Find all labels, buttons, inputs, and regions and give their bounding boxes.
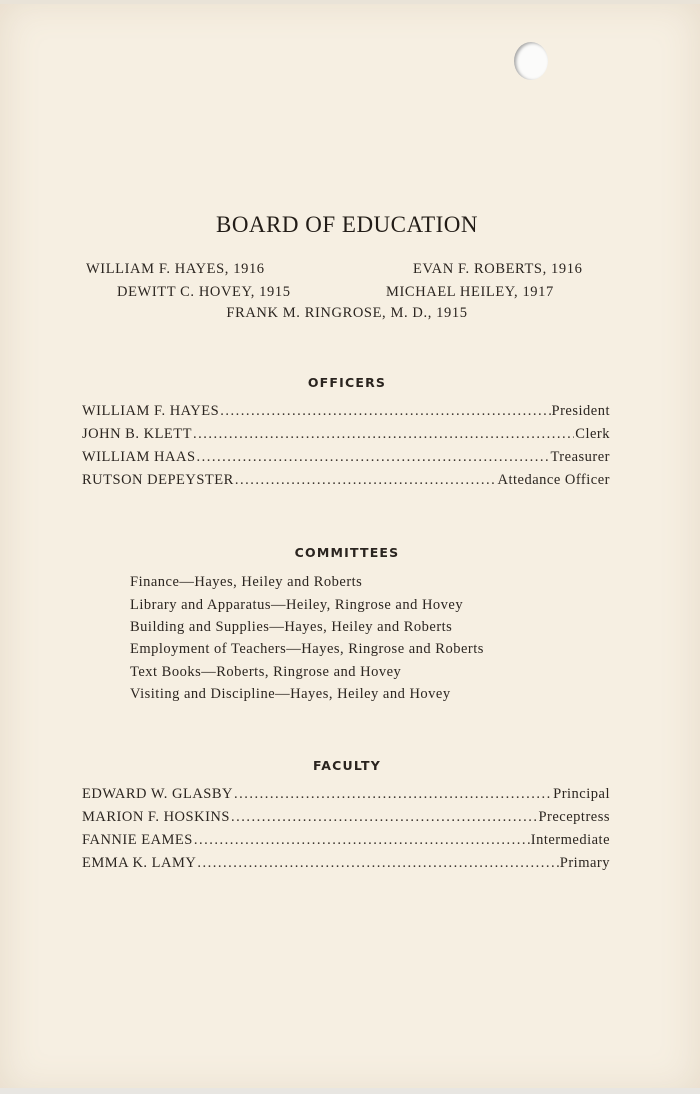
officers-heading: OFFICERS [307, 375, 387, 390]
faculty-name: MARION F. HOSKINS [82, 809, 230, 825]
dot-leader [235, 472, 497, 489]
dot-leader [231, 809, 538, 826]
officer-row [82, 426, 610, 448]
committee-item: Visiting and Discipline—Hayes, Heiley and Hovey [130, 686, 451, 702]
faculty-name: EDWARD W. GLASBY [82, 786, 233, 802]
faculty-name: FANNIE EAMES [82, 832, 193, 848]
officer-name: JOHN B. KLETT [82, 426, 193, 442]
faculty-row [82, 809, 610, 831]
board-member: EVAN F. ROBERTS, 1916 [413, 261, 583, 277]
faculty-name: EMMA K. LAMY [82, 855, 197, 871]
dot-leader [197, 449, 550, 466]
dot-leader [234, 786, 552, 803]
faculty-role: Primary [559, 855, 610, 871]
officer-row [82, 472, 610, 494]
faculty-role: Preceptress [538, 809, 610, 825]
committees-heading: COMMITTEES [294, 545, 400, 560]
board-member: DEWITT C. HOVEY, 1915 [117, 284, 291, 300]
officer-row [82, 403, 610, 425]
officer-row [82, 449, 610, 471]
officer-role: Attedance Officer [497, 472, 610, 488]
punch-hole [514, 42, 548, 80]
committee-item: Employment of Teachers—Hayes, Ringrose and Roberts [130, 641, 484, 657]
committee-item: Finance—Hayes, Heiley and Roberts [130, 574, 363, 590]
board-member: MICHAEL HEILEY, 1917 [386, 284, 554, 300]
officer-role: President [551, 403, 610, 419]
faculty-role: Principal [553, 786, 610, 802]
faculty-heading: FACULTY [313, 758, 381, 773]
committee-item: Building and Supplies—Hayes, Heiley and Roberts [130, 619, 453, 635]
dot-leader [220, 403, 550, 420]
committee-item: Library and Apparatus—Heiley, Ringrose and Hovey [130, 597, 464, 613]
officer-name: WILLIAM F. HAYES [82, 403, 220, 419]
faculty-role: Intermediate [530, 832, 610, 848]
faculty-row [82, 855, 610, 877]
page-top-edge [0, 0, 700, 4]
committee-item: Text Books—Roberts, Ringrose and Hovey [130, 664, 402, 680]
faculty-row [82, 832, 610, 854]
dot-leader [194, 832, 530, 849]
officer-name: WILLIAM HAAS [82, 449, 196, 465]
officer-role: Treasurer [550, 449, 610, 465]
board-member: FRANK M. RINGROSE, M. D., 1915 [226, 305, 468, 321]
board-member: WILLIAM F. HAYES, 1916 [86, 261, 265, 277]
dot-leader [193, 426, 574, 443]
faculty-row [82, 786, 610, 808]
dot-leader [197, 855, 558, 872]
officer-role: Clerk [575, 426, 610, 442]
page-title: BOARD OF EDUCATION [215, 212, 478, 237]
page-bottom-edge [0, 1088, 700, 1094]
officer-name: RUTSON DEPEYSTER [82, 472, 234, 488]
